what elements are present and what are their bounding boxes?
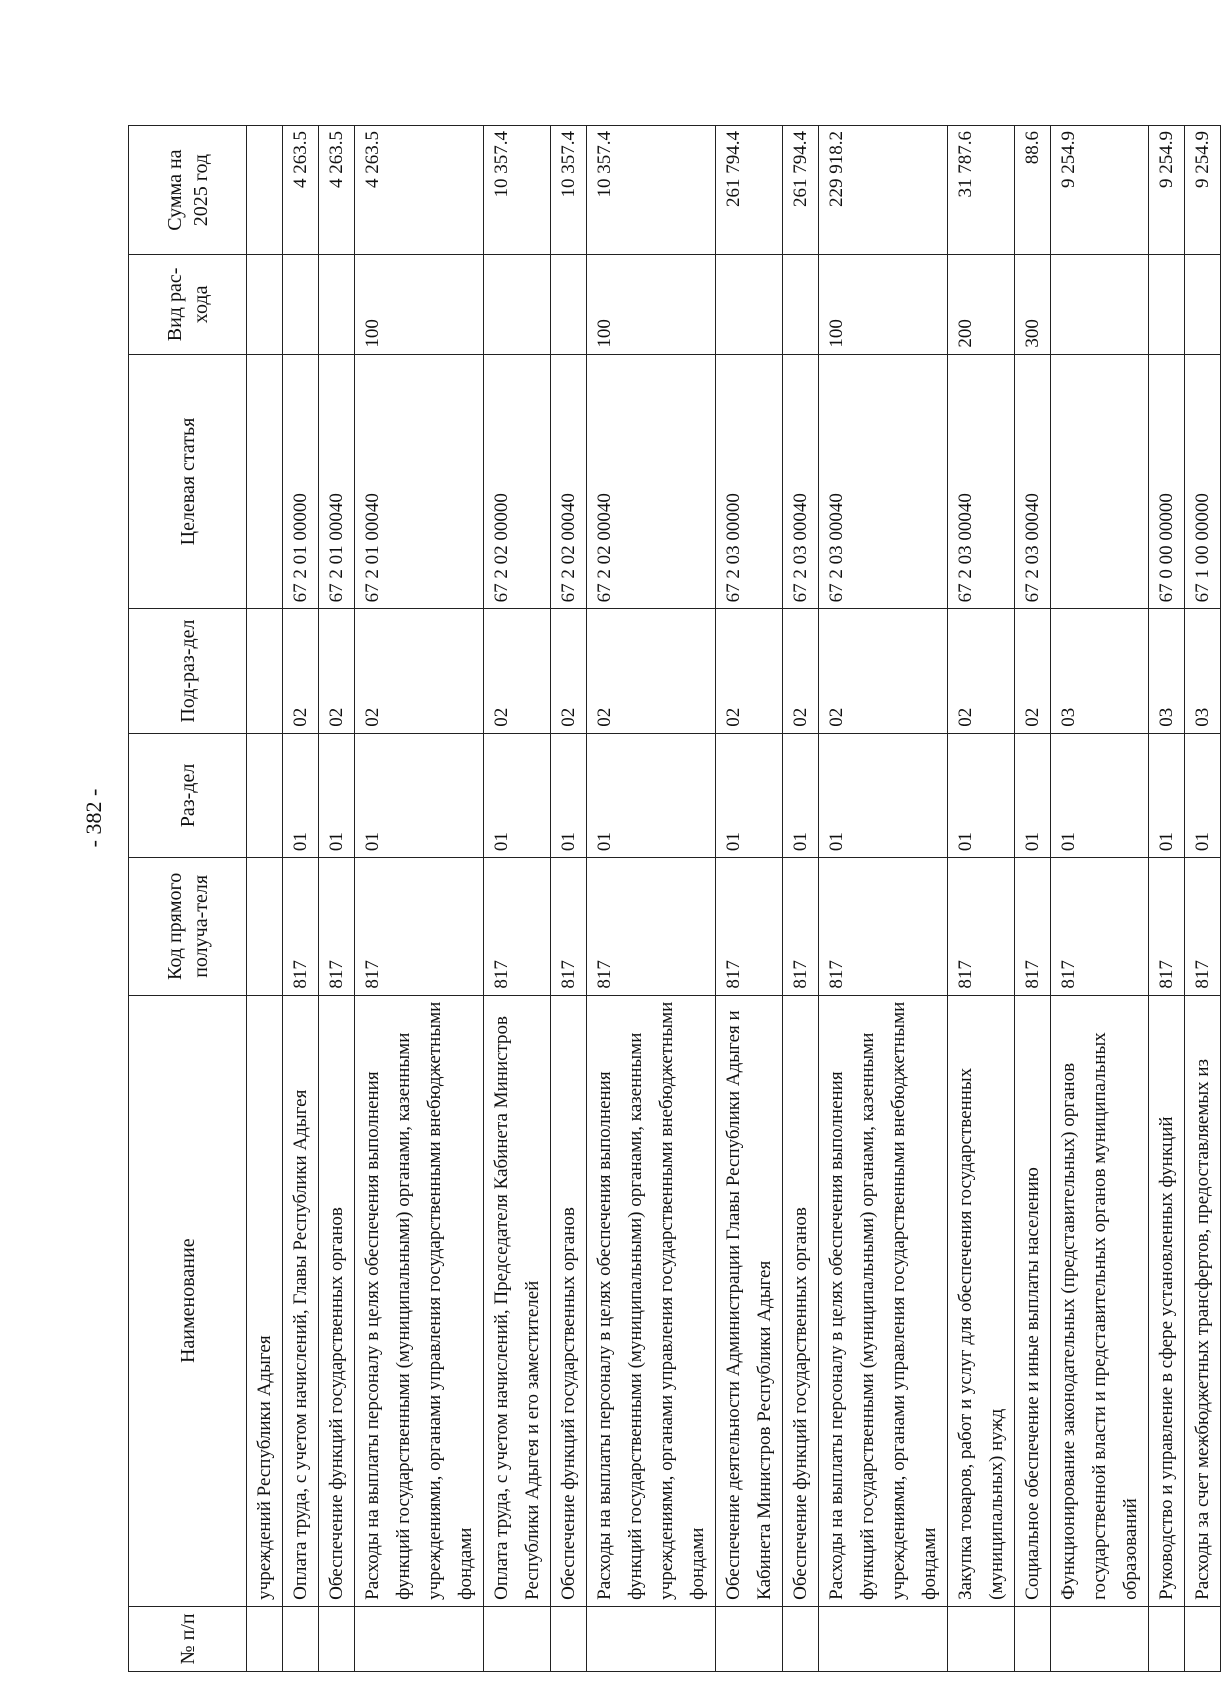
table-row [587,126,716,1672]
row-subsection-cell: 02 [283,609,319,733]
table-row [283,126,319,1672]
header-expense-type: Вид рас-хода [129,255,247,355]
row-target-cell: 67 2 01 00040 [355,354,484,609]
row-expense-type-cell [247,255,283,355]
row-recipient-cell: 817 [355,858,484,995]
row-name-cell: Обеспечение деятельности Администрации Главы Республики Адыгея и Кабинета Министров Республики Адыгея [716,995,783,1606]
row-section-cell [247,733,283,857]
row-subsection-cell: 02 [819,609,948,733]
row-num-cell [355,1606,484,1671]
row-recipient-cell: 817 [283,858,319,995]
row-sum-cell: 9 254.9 [1185,126,1221,255]
row-target-cell: 67 2 01 00040 [319,354,355,609]
table-row [484,126,551,1672]
row-section-cell: 01 [783,733,819,857]
row-subsection-cell: 03 [1185,609,1221,733]
row-num-cell [1015,1606,1051,1671]
row-target-cell [1051,354,1149,609]
row-sum-cell: 9 254.9 [1051,126,1149,255]
header-target: Целевая статья [129,354,247,609]
row-recipient-cell: 817 [319,858,355,995]
row-target-cell [247,354,283,609]
row-sum-cell: 31 787.6 [948,126,1015,255]
row-name-cell: Расходы на выплаты персоналу в целях обеспечения выполнения функций государственными (муниципальными) органами, казенными учреждениями, органами управления государственными внебюджетными фондами [587,995,716,1606]
row-expense-type-cell [1051,255,1149,355]
row-subsection-cell: 02 [948,609,1015,733]
row-target-cell: 67 2 01 00000 [283,354,319,609]
row-expense-type-cell [319,255,355,355]
row-name-cell: учреждений Республики Адыгея [247,995,283,1606]
row-recipient-cell: 817 [1015,858,1051,995]
row-target-cell: 67 2 03 00040 [948,354,1015,609]
row-num-cell [551,1606,587,1671]
row-sum-cell: 4 263.5 [319,126,355,255]
row-sum-cell: 261 794.4 [783,126,819,255]
table-row [1149,126,1185,1672]
row-recipient-cell: 817 [551,858,587,995]
table-row [551,126,587,1672]
row-name-cell: Закупка товаров, работ и услуг для обеспечения государственных (муниципальных) нужд [948,995,1015,1606]
row-target-cell: 67 2 02 00000 [484,354,551,609]
row-expense-type-cell: 200 [948,255,1015,355]
row-expense-type-cell [1149,255,1185,355]
row-expense-type-cell [1185,255,1221,355]
row-name-cell: Расходы на выплаты персоналу в целях обеспечения выполнения функций государственными (муниципальными) органами, казенными учреждениями, органами управления государственными внебюджетными фондами [819,995,948,1606]
row-num-cell [783,1606,819,1671]
row-recipient-cell: 817 [1051,858,1149,995]
row-subsection-cell: 02 [783,609,819,733]
table-row [1185,126,1221,1672]
table-row [355,126,484,1672]
row-subsection-cell: 02 [551,609,587,733]
row-recipient-cell: 817 [783,858,819,995]
row-sum-cell: 10 357.4 [587,126,716,255]
row-section-cell: 01 [819,733,948,857]
row-num-cell [1051,1606,1149,1671]
row-section-cell: 01 [551,733,587,857]
row-expense-type-cell [716,255,783,355]
header-recipient: Код прямого получа-теля [129,858,247,995]
row-recipient-cell: 817 [1185,858,1221,995]
row-subsection-cell: 02 [1015,609,1051,733]
row-sum-cell: 229 918.2 [819,126,948,255]
row-expense-type-cell [551,255,587,355]
header-name: Наименование [129,995,247,1606]
row-expense-type-cell [783,255,819,355]
row-recipient-cell: 817 [819,858,948,995]
row-sum-cell: 9 254.9 [1149,126,1185,255]
row-sum-cell [247,126,283,255]
table-header-row [129,126,247,1672]
row-name-cell: Оплата труда, с учетом начислений, Главы Республики Адыгея [283,995,319,1606]
table-row [948,126,1015,1672]
row-sum-cell: 4 263.5 [283,126,319,255]
row-target-cell: 67 2 02 00040 [551,354,587,609]
row-num-cell [283,1606,319,1671]
row-num-cell [319,1606,355,1671]
row-recipient-cell: 817 [1149,858,1185,995]
row-subsection-cell: 02 [355,609,484,733]
row-num-cell [247,1606,283,1671]
row-target-cell: 67 2 02 00040 [587,354,716,609]
row-subsection-cell: 02 [484,609,551,733]
row-target-cell: 67 2 03 00000 [716,354,783,609]
table-row [1015,126,1051,1672]
row-subsection-cell: 02 [587,609,716,733]
header-section: Раз-дел [129,733,247,857]
row-target-cell: 67 1 00 00000 [1185,354,1221,609]
row-subsection-cell: 02 [716,609,783,733]
row-recipient-cell: 817 [587,858,716,995]
row-target-cell: 67 2 03 00040 [819,354,948,609]
row-name-cell: Социальное обеспечение и иные выплаты населению [1015,995,1051,1606]
row-section-cell: 01 [319,733,355,857]
row-expense-type-cell: 100 [587,255,716,355]
table-row [1051,126,1149,1672]
row-target-cell: 67 0 00 00000 [1149,354,1185,609]
row-name-cell: Обеспечение функций государственных органов [551,995,587,1606]
row-recipient-cell: 817 [484,858,551,995]
row-section-cell: 01 [1149,733,1185,857]
row-num-cell [948,1606,1015,1671]
row-target-cell: 67 2 03 00040 [1015,354,1051,609]
row-name-cell: Оплата труда, с учетом начислений, Председателя Кабинета Министров Республики Адыгея и его заместителей [484,995,551,1606]
row-recipient-cell: 817 [716,858,783,995]
row-name-cell: Функционирование законодательных (представительных) органов государственной власти и представительных органов муниципальных образований [1051,995,1149,1606]
budget-table [128,125,1221,1672]
row-recipient-cell: 817 [948,858,1015,995]
header-sum: Сумма на 2025 год [129,126,247,255]
row-subsection-cell: 02 [319,609,355,733]
row-section-cell: 01 [1051,733,1149,857]
row-expense-type-cell: 100 [355,255,484,355]
row-section-cell: 01 [587,733,716,857]
table-row [783,126,819,1672]
row-section-cell: 01 [948,733,1015,857]
table-row [247,126,283,1672]
row-sum-cell: 261 794.4 [716,126,783,255]
row-num-cell [716,1606,783,1671]
row-sum-cell: 4 263.5 [355,126,484,255]
row-num-cell [819,1606,948,1671]
table-body [247,126,1221,1672]
header-num: № п/п [129,1606,247,1671]
row-num-cell [1185,1606,1221,1671]
row-name-cell: Обеспечение функций государственных органов [319,995,355,1606]
budget-table-sheet [128,125,1213,1672]
row-expense-type-cell: 300 [1015,255,1051,355]
row-name-cell: Обеспечение функций государственных органов [783,995,819,1606]
row-section-cell: 01 [1185,733,1221,857]
row-section-cell: 01 [355,733,484,857]
row-name-cell: Расходы на выплаты персоналу в целях обеспечения выполнения функций государственными (муниципальными) органами, казенными учреждениями, органами управления государственными внебюджетными фондами [355,995,484,1606]
row-sum-cell: 10 357.4 [551,126,587,255]
row-subsection-cell: 03 [1051,609,1149,733]
row-section-cell: 01 [716,733,783,857]
table-row [319,126,355,1672]
row-num-cell [484,1606,551,1671]
row-target-cell: 67 2 03 00040 [783,354,819,609]
row-section-cell: 01 [484,733,551,857]
row-sum-cell: 88.6 [1015,126,1051,255]
row-recipient-cell [247,858,283,995]
row-subsection-cell [247,609,283,733]
row-expense-type-cell [283,255,319,355]
row-subsection-cell: 03 [1149,609,1185,733]
table-row [716,126,783,1672]
row-num-cell [587,1606,716,1671]
row-num-cell [1149,1606,1185,1671]
row-section-cell: 01 [283,733,319,857]
table-row [819,126,948,1672]
row-section-cell: 01 [1015,733,1051,857]
row-sum-cell: 10 357.4 [484,126,551,255]
row-name-cell: Расходы за счет межбюджетных трансфертов, предоставляемых из [1185,995,1221,1606]
row-name-cell: Руководство и управление в сфере установленных функций [1149,995,1185,1606]
header-subsection: Под-раз-дел [129,609,247,733]
row-expense-type-cell [484,255,551,355]
row-expense-type-cell: 100 [819,255,948,355]
page-number: - 382 - [81,788,106,848]
